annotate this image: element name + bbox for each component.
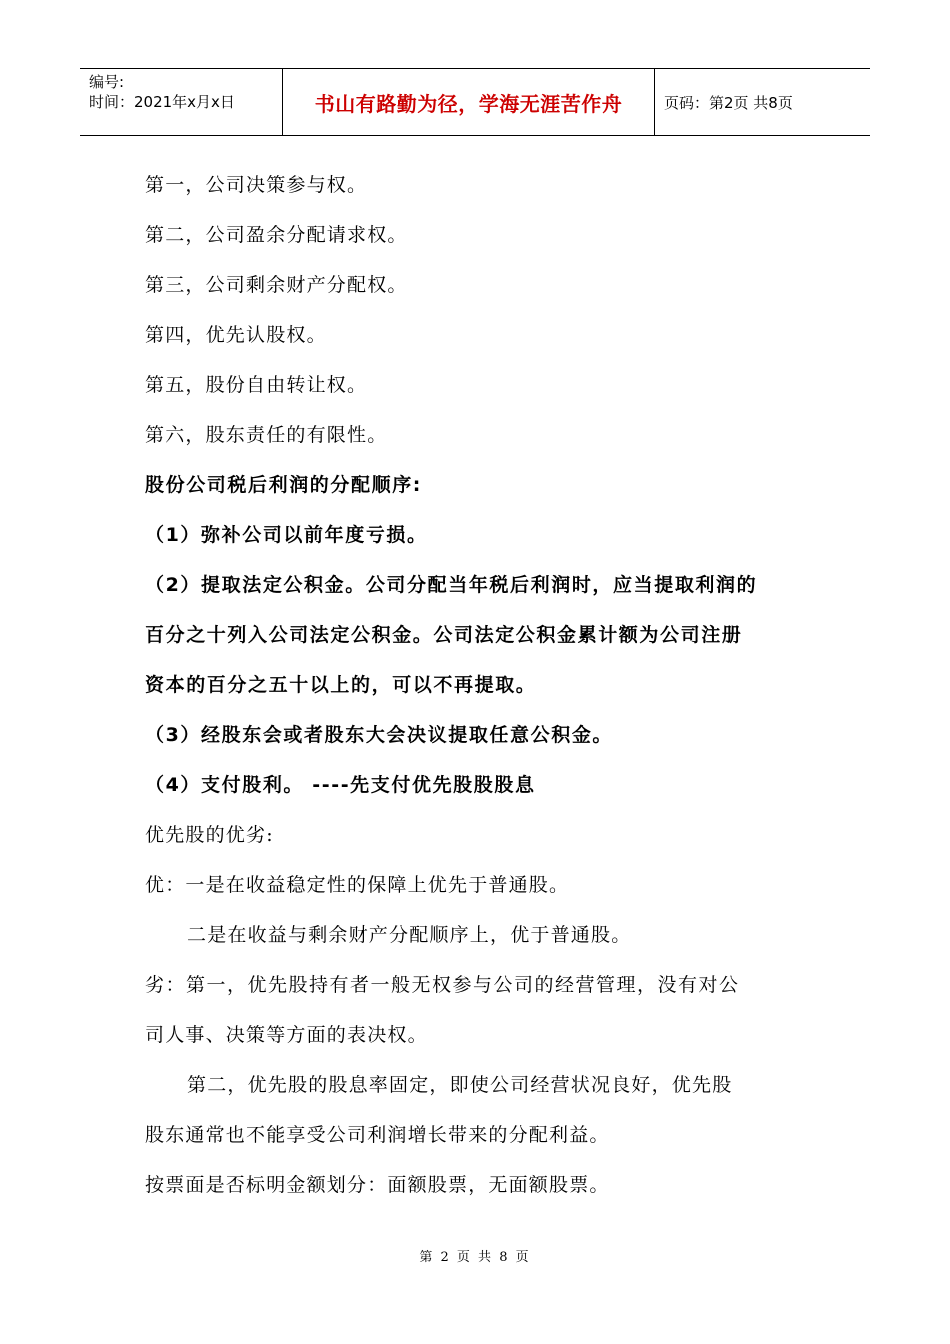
paragraph-line: 第一，公司决策参与权。 bbox=[145, 174, 368, 196]
paragraph-line: 优先股的优劣: bbox=[145, 824, 274, 846]
paragraph-line-bold: 百分之十列入公司法定公积金。公司法定公积金累计额为公司注册 bbox=[145, 624, 743, 646]
paragraph-line-bold: （4）支付股利。 ----先支付优先股股股息 bbox=[145, 774, 536, 796]
paragraph-line-bold: （2）提取法定公积金。公司分配当年税后利润时，应当提取利润的 bbox=[145, 574, 758, 596]
paragraph-line: 劣：第一，优先股持有者一般无权参与公司的经营管理，没有对公 bbox=[145, 974, 740, 996]
paragraph-line: 第三，公司剩余财产分配权。 bbox=[145, 274, 408, 296]
paragraph-line-bold: （3）经股东会或者股东大会决议提取任意公积金。 bbox=[145, 724, 614, 746]
paragraph-line: 第二，公司盈余分配请求权。 bbox=[145, 224, 408, 246]
paragraph-line: 按票面是否标明金额划分：面额股票，无面额股票。 bbox=[145, 1174, 610, 1196]
page-footer: 第 2 页 共 8 页 bbox=[419, 1250, 531, 1265]
header-page-info: 页码：第2页 共8页 bbox=[664, 93, 793, 112]
paragraph-line-bold: （1）弥补公司以前年度亏损。 bbox=[145, 524, 428, 546]
paragraph-line: 优：一是在收益稳定性的保障上优先于普通股。 bbox=[145, 874, 570, 896]
paragraph-line: 二是在收益与剩余财产分配顺序上，优于普通股。 bbox=[187, 924, 632, 946]
header-motto: 书山有路勤为径，学海无涯苦作舟 bbox=[283, 69, 655, 135]
document-date-label: 时间：2021年x月x日 bbox=[89, 93, 235, 111]
paragraph-line: 股东通常也不能享受公司利润增长带来的分配利益。 bbox=[145, 1124, 610, 1146]
page-header bbox=[80, 68, 870, 136]
paragraph-line: 第二，优先股的股息率固定，即使公司经营状况良好，优先股 bbox=[187, 1074, 733, 1096]
section-heading: 股份公司税后利润的分配顺序: bbox=[145, 474, 422, 496]
header-meta bbox=[80, 69, 283, 135]
paragraph-line-bold: 资本的百分之五十以上的，可以不再提取。 bbox=[145, 674, 537, 696]
paragraph-line: 第四，优先认股权。 bbox=[145, 324, 327, 346]
document-body bbox=[145, 160, 815, 1210]
paragraph-line: 第六，股东责任的有限性。 bbox=[145, 424, 388, 446]
document-number-label: 编号: bbox=[89, 73, 125, 91]
paragraph-line: 司人事、决策等方面的表决权。 bbox=[145, 1024, 428, 1046]
paragraph-line: 第五，股份自由转让权。 bbox=[145, 374, 368, 396]
